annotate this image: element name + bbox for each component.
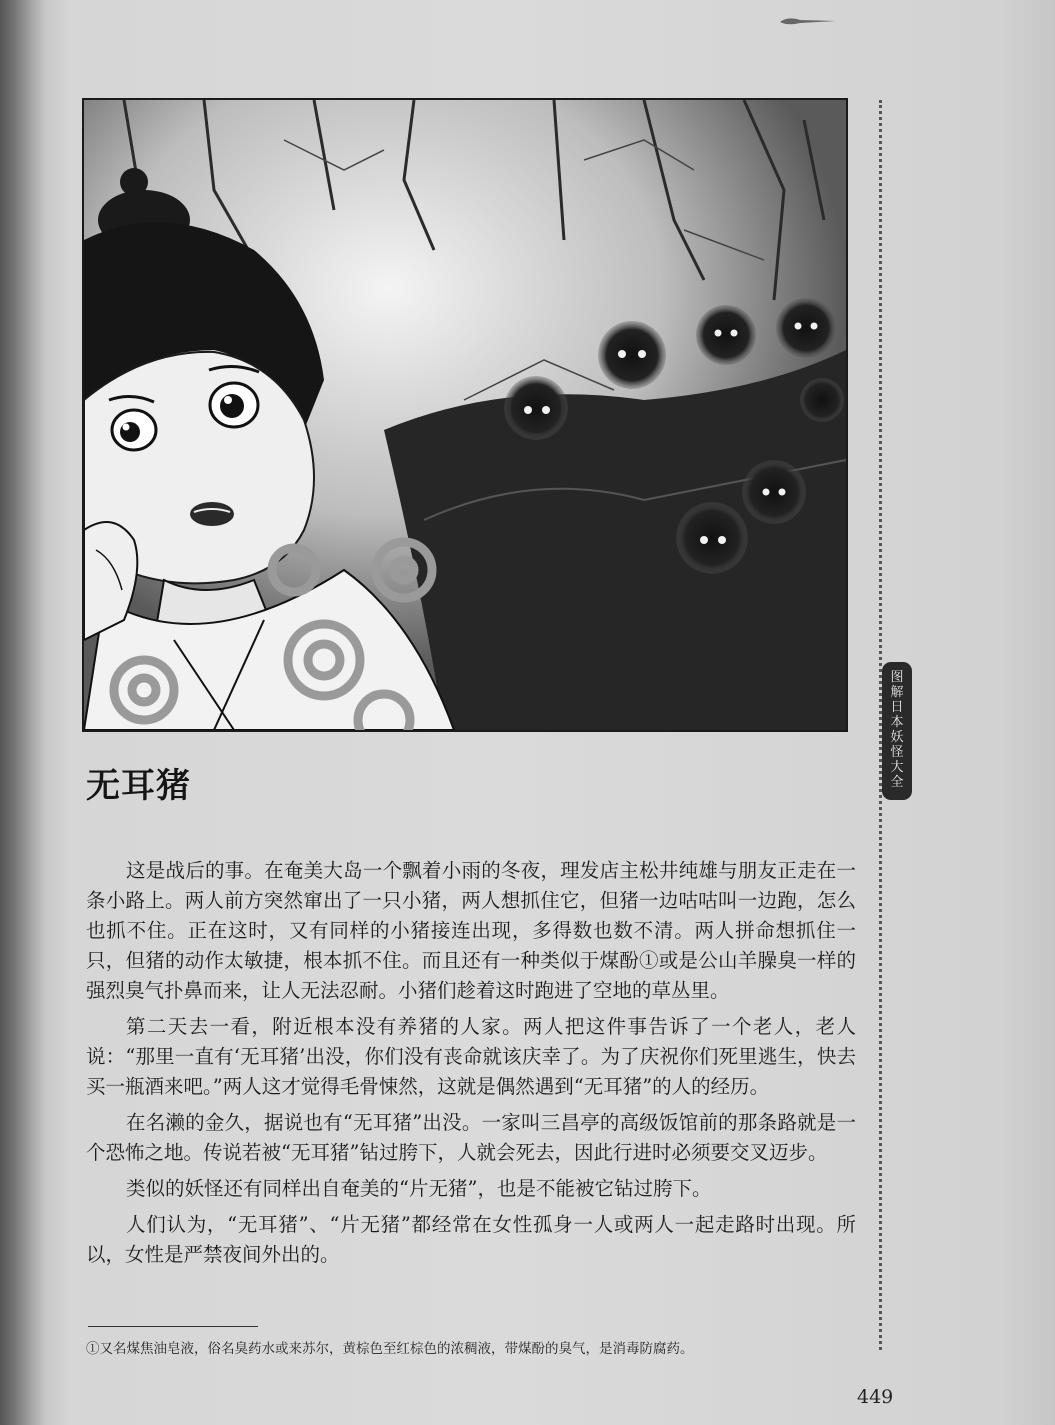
side-tab-char: 妖: [890, 730, 904, 745]
body-paragraph: 第二天去一看，附近根本没有养猪的人家。两人把这件事告诉了一个老人，老人说：“那里一直有‘无耳猪’出没，你们没有丧命就该庆幸了。为了庆祝你们死里逃生，快去买一瓶酒来吧。”两人这才觉得毛骨悚然，这就是偶然遇到“无耳猪”的人的经历。: [86, 1015, 856, 1098]
body-paragraph: 在名濑的金久，据说也有“无耳猪”出没。一家叫三昌亭的高级饭馆前的那条路就是一个恐怖之地。传说若被“无耳猪”钻过胯下，人就会死去，因此行进时必须要交叉迈步。: [86, 1111, 856, 1164]
side-tab-char: 日: [890, 700, 904, 715]
manga-illustration: [82, 98, 848, 732]
side-tab-char: 本: [890, 715, 904, 730]
side-tab-char: 解: [890, 685, 904, 700]
article-body: [86, 856, 856, 1276]
side-tab-char: 怪: [890, 745, 904, 760]
article-title: 无耳猪: [86, 766, 191, 806]
pen-mark: [778, 12, 838, 28]
book-section-tab: [882, 662, 912, 800]
side-tab-char: 大: [890, 760, 904, 775]
side-tab-char: 图: [890, 670, 904, 685]
body-paragraph: 这是战后的事。在奄美大岛一个飘着小雨的冬夜，理发店主松井纯雄与朋友正走在一条小路上。两人前方突然窜出了一只小猪，两人想抓住它，但猪一边咕咕叫一边跑，怎么也抓不住。正在这时，又有同样的小猪接连出现，多得数也数不清。两人拼命想抓住一只，但猪的动作太敏捷，根本抓不住。而且还有一种类似于煤酚①或是公山羊臊臭一样的强烈臭气扑鼻而来，让人无法忍耐。小猪们趁着这时跑进了空地的草丛里。: [86, 859, 856, 1002]
body-paragraph: 类似的妖怪还有同样出自奄美的“片无猪”，也是不能被它钻过胯下。: [126, 1177, 712, 1200]
body-paragraph: 人们认为，“无耳猪”、“片无猪”都经常在女性孤身一人或两人一起走路时出现。所以，女性是严禁夜间外出的。: [86, 1213, 856, 1266]
page-number: 449: [857, 1386, 894, 1408]
gutter-shadow: [0, 0, 45, 1425]
side-tab-char: 全: [890, 775, 904, 790]
footnote: ①又名煤焦油皂液，俗名臭药水或来苏尔，黄棕色至红棕色的浓稠液，带煤酚的臭气，是消毒防腐药。: [86, 1341, 694, 1357]
footnote-divider: [88, 1326, 258, 1327]
